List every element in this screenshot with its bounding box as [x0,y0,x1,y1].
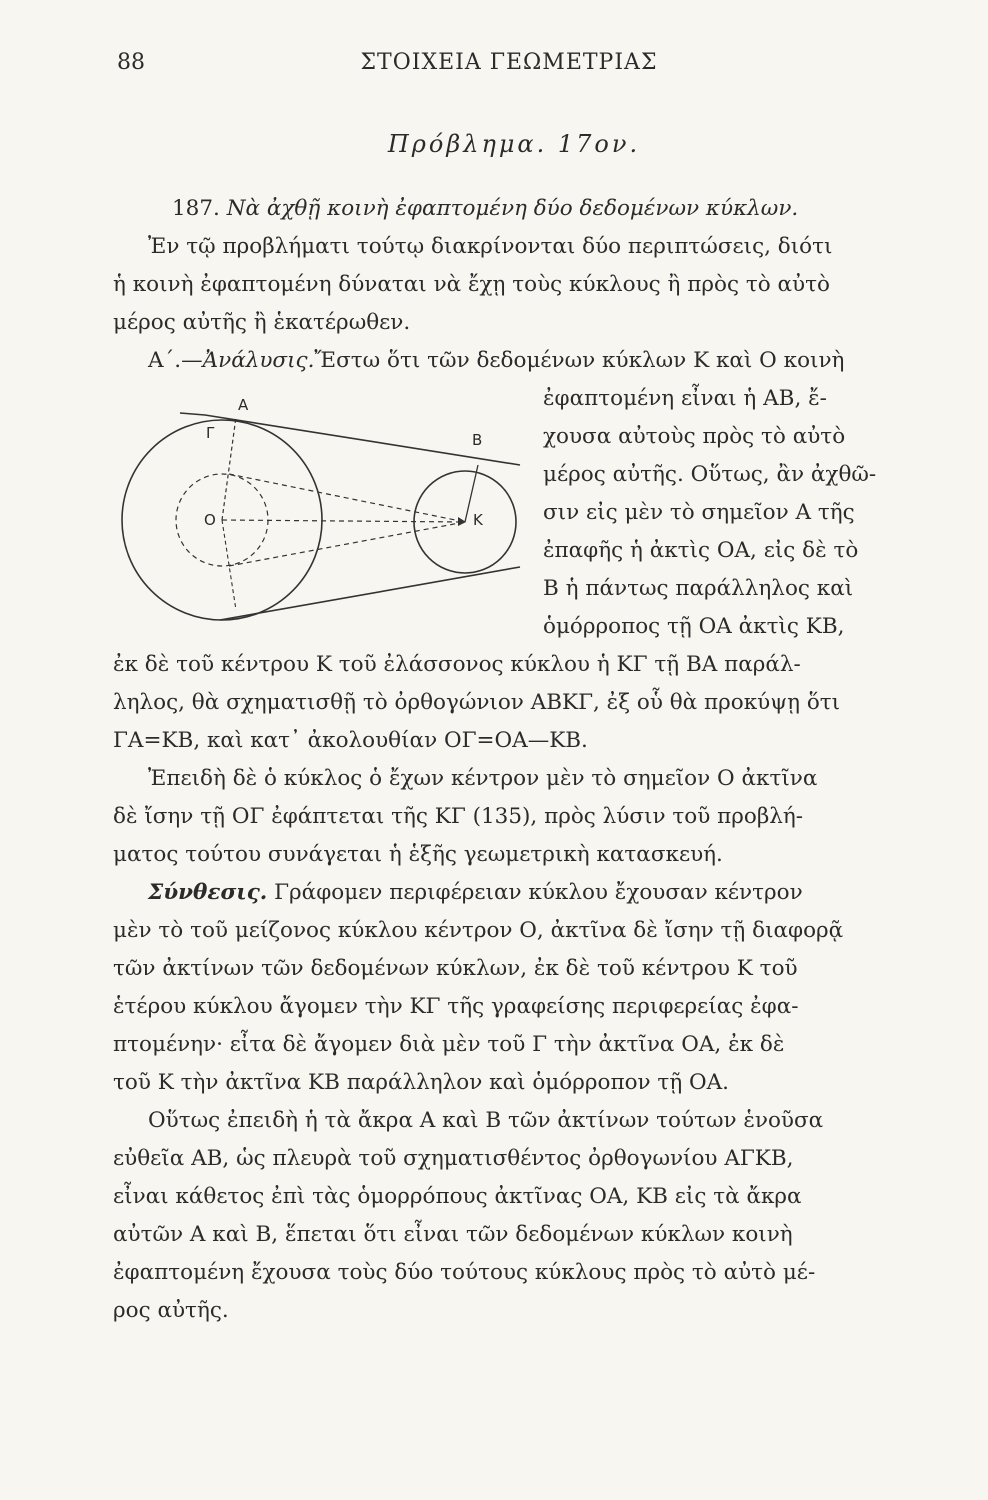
analysis-side-line: μέρος αὐτῆς. Οὕτως, ἂν ἀχθῶ- [543,462,877,487]
conclusion-line: ἐφαπτομένη ἔχουσα τοὺς δύο τούτους κύκλους πρὸς τὸ αὐτὸ μέ- [113,1260,816,1285]
radius-OA [222,417,236,520]
consequence-line: δὲ ἴσην τῇ ΟΓ ἐφάπτεται τῆς ΚΓ (135), πρὸς λύσιν τοῦ προβλή- [113,804,804,829]
segment-KG [229,474,465,522]
analysis-side-line: σιν εἰς μὲν τὸ σημεῖον Α τῆς [543,500,855,525]
analysis-side-line: ἐφαπτομένη εἶναι ἡ ΑΒ, ἔ- [543,386,827,411]
conclusion-line: αὐτῶν Α καὶ Β, ἕπεται ὅτι εἶναι τῶν δεδομένων κύκλων κοινὴ [113,1222,793,1247]
label-B: B [472,431,483,449]
conclusion-line: εἶναι κάθετος ἐπὶ τὰς ὁμορρόπους ἀκτῖνας ΟΑ, ΚΒ εἰς τὰ ἄκρα [113,1184,802,1209]
tangent-AB-ext [180,413,205,415]
analysis-line: ἐκ δὲ τοῦ κέντρου Κ τοῦ ἐλάσσονος κύκλου ἡ ΚΓ τῇ ΒΑ παράλ- [113,652,801,677]
analysis-first-line [148,342,844,380]
analysis-side-line: Β ἡ πάντως παράλληλος καὶ [543,576,854,601]
label-G: Γ [206,424,215,442]
conclusion-line: εὐθεῖα ΑΒ, ὡς πλευρὰ τοῦ σχηματισθέντος ὀρθογωνίου ΑΓΚΒ, [113,1146,794,1171]
analysis-side-line: ἐπαφῆς ἡ ἀκτὶς ΟΑ, εἰς δὲ τὸ [543,538,859,563]
segment-OK [222,520,465,522]
arrow-tip [458,517,466,526]
synthesis-line: μὲν τὸ τοῦ μείζονος κύκλου κέντρον Ο, ἀκτῖνα δὲ ἴσην τῇ διαφορᾷ [113,918,844,943]
problem-statement [172,190,798,228]
statement-text: Νὰ ἀχθῇ κοινὴ ἐφαπτομένη δύο δεδομένων κύκλων. [226,196,799,221]
running-title: ΣΤΟΙΧΕΙΑ ΓΕΩΜΕΤΡΙΑΣ [360,50,658,75]
intro-line: μέρος αὐτῆς ἢ ἑκατέρωθεν. [113,310,411,335]
conclusion-line: ρος αὐτῆς. [113,1298,229,1323]
analysis-line: ληλος, θὰ σχηματισθῇ τὸ ὀρθογώνιον ΑΒΚΓ, ἐξ οὗ θὰ προκύψῃ ὅτι [113,690,841,715]
analysis-case-label: Α΄.— [148,348,203,373]
label-K: K [473,511,483,529]
geometry-figure [110,395,530,640]
label-O: O [204,511,216,529]
paragraph-number: 187. [172,196,220,221]
intro-line: ἡ κοινὴ ἐφαπτομένη δύναται νὰ ἔχῃ τοὺς κύκλους ἢ πρὸς τὸ αὐτὸ [113,272,830,297]
consequence-line: ματος τούτου συνάγεται ἡ ἑξῆς γεωμετρικὴ κατασκευή. [113,842,723,867]
conclusion-line: Οὕτως ἐπειδὴ ἡ τὰ ἄκρα Α καὶ Β τῶν ἀκτίνων τούτων ἑνοῦσα [148,1108,824,1133]
lower-tangent [220,567,520,620]
analysis-text: Ἔστω ὅτι τῶν δεδομένων κύκλων Κ καὶ Ο κοινὴ [314,348,845,373]
synthesis-line: ἑτέρου κύκλου ἄγομεν τὴν ΚΓ τῆς γραφείσης περιφερείας ἐφα- [113,994,799,1019]
synthesis-text: Γράφομεν περιφέρειαν κύκλου ἔχουσαν κέντρον [274,880,803,905]
page-number: 88 [117,50,145,75]
analysis-label: Ἀνάλυσις. [202,348,315,373]
label-A: A [238,396,249,414]
synthesis-line: τῶν ἀκτίνων τῶν δεδομένων κύκλων, ἐκ δὲ τοῦ κέντρου Κ τοῦ [113,956,798,981]
radius-lower [222,520,236,610]
consequence-line: Ἐπειδὴ δὲ ὁ κύκλος ὁ ἔχων κέντρον μὲν τὸ σημεῖον Ο ἀκτῖνα [148,766,818,791]
problem-heading: Πρόβλημα. 17ον. [387,130,641,158]
synthesis-line: τοῦ Κ τὴν ἀκτῖνα ΚΒ παράλληλον καὶ ὁμόρροπον τῇ ΟΑ. [113,1070,730,1095]
synthesis-line: πτομένην· εἶτα δὲ ἄγομεν διὰ μὲν τοῦ Γ τὴν ἀκτῖνα ΟΑ, ἐκ δὲ [113,1032,785,1057]
analysis-line: ΓΑ=ΚΒ, καὶ κατ᾿ ἀκολουθίαν ΟΓ=ΟΑ—ΚΒ. [113,728,588,753]
synthesis-label: Σύνθεσις. [148,880,268,905]
analysis-side-line: χουσα αὐτοὺς πρὸς τὸ αὐτὸ [543,424,846,449]
intro-line: Ἐν τῷ προβλήματι τούτῳ διακρίνονται δύο περιπτώσεις, διότι [148,234,833,259]
analysis-side-line: ὁμόρροπος τῇ ΟΑ ἀκτὶς ΚΒ, [543,614,845,639]
synthesis-first-line [148,874,803,912]
